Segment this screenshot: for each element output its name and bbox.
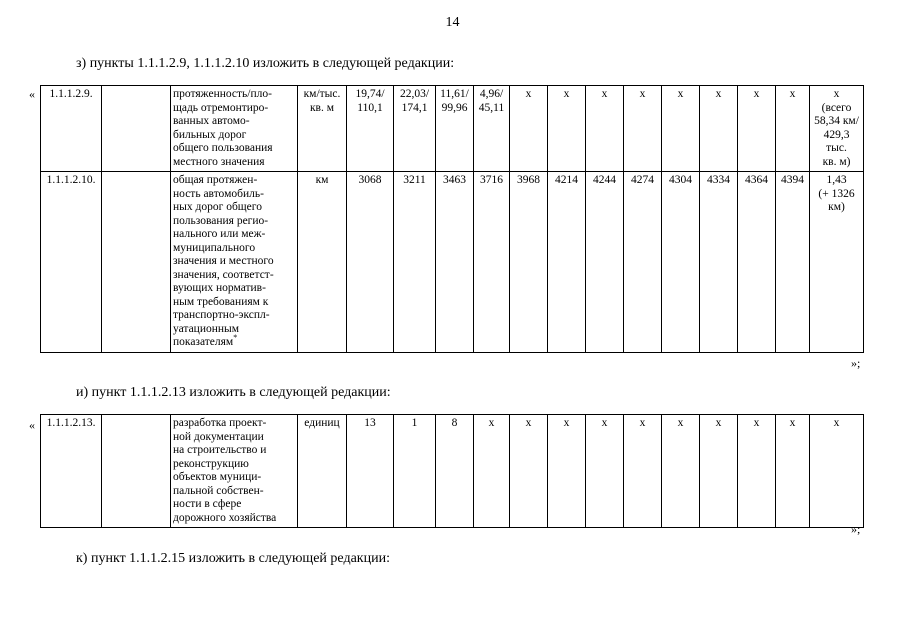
close-quote-2: »; [851,522,861,536]
year-value: 4364 [738,172,776,353]
paragraph-k: к) пункт 1.1.1.2.15 изложить в следующей редакции: [76,551,390,566]
executor-cell [102,172,171,353]
year-value: х [510,86,548,172]
executor-cell [102,86,171,172]
total-value: 1,43 (+ 1326 км) [810,172,864,353]
year-value: х [624,86,662,172]
year-value: 1 [394,415,436,528]
year-value: х [700,415,738,528]
year-value: 4304 [662,172,700,353]
indicator-name: разработка проект- ной документации на строительство и реконструкцию объектов муници- пальной собствен- ности в сфере дорожного хозяйства [171,415,298,528]
year-value: 22,03/ 174,1 [394,86,436,172]
year-value: х [662,415,700,528]
item-code: 1.1.1.2.10. [41,172,102,353]
unit-of-measure: км [298,172,347,353]
year-value: 3211 [394,172,436,353]
indicator-name: протяженность/пло- щадь отремонтиро- ванных автомо- бильных дорог общего пользования местного значения [171,86,298,172]
paragraph-z: з) пункты 1.1.1.2.9, 1.1.1.2.10 изложить в следующей редакции: [76,56,455,71]
year-value: х [586,415,624,528]
year-value: х [776,86,810,172]
open-quote-1: « [29,87,35,101]
year-value: 4394 [776,172,810,353]
table-row [41,86,864,172]
indicators-table-2 [40,414,864,528]
close-quote-1: »; [851,356,861,370]
year-value: х [738,86,776,172]
table-row [41,415,864,528]
year-value: 3968 [510,172,548,353]
item-code: 1.1.1.2.13. [41,415,102,528]
footnote-marker: * [233,333,238,343]
year-value: 3463 [436,172,474,353]
indicators-table-1 [40,85,864,353]
year-value: 8 [436,415,474,528]
year-value: 4214 [548,172,586,353]
page-number: 14 [445,15,460,30]
year-value: 11,61/ 99,96 [436,86,474,172]
unit-of-measure: км/тыс. кв. м [298,86,347,172]
year-value: х [662,86,700,172]
indicator-name: общая протяжен- ность автомобиль- ных дорог общего пользования регио- нального или меж- муниципального значения и местного значения, соответст- вующих норматив- ным требованиям к транспортно-экспл- уатационным показателям* [171,172,298,353]
year-value: х [474,415,510,528]
year-value: х [548,415,586,528]
year-value: 3716 [474,172,510,353]
year-value: 4,96/ 45,11 [474,86,510,172]
total-value: х [810,415,864,528]
year-value: 4274 [624,172,662,353]
paragraph-i: и) пункт 1.1.1.2.13 изложить в следующей редакции: [76,385,391,400]
year-value: х [586,86,624,172]
year-value: х [624,415,662,528]
year-value: х [548,86,586,172]
year-value: х [700,86,738,172]
total-value: х (всего 58,34 км/ 429,3 тыс. кв. м) [810,86,864,172]
year-value: 13 [347,415,394,528]
table-row [41,172,864,353]
open-quote-2: « [29,418,35,432]
executor-cell [102,415,171,528]
item-code: 1.1.1.2.9. [41,86,102,172]
year-value: 19,74/ 110,1 [347,86,394,172]
year-value: х [510,415,548,528]
year-value: 3068 [347,172,394,353]
year-value: х [776,415,810,528]
year-value: 4244 [586,172,624,353]
unit-of-measure: единиц [298,415,347,528]
year-value: х [738,415,776,528]
year-value: 4334 [700,172,738,353]
